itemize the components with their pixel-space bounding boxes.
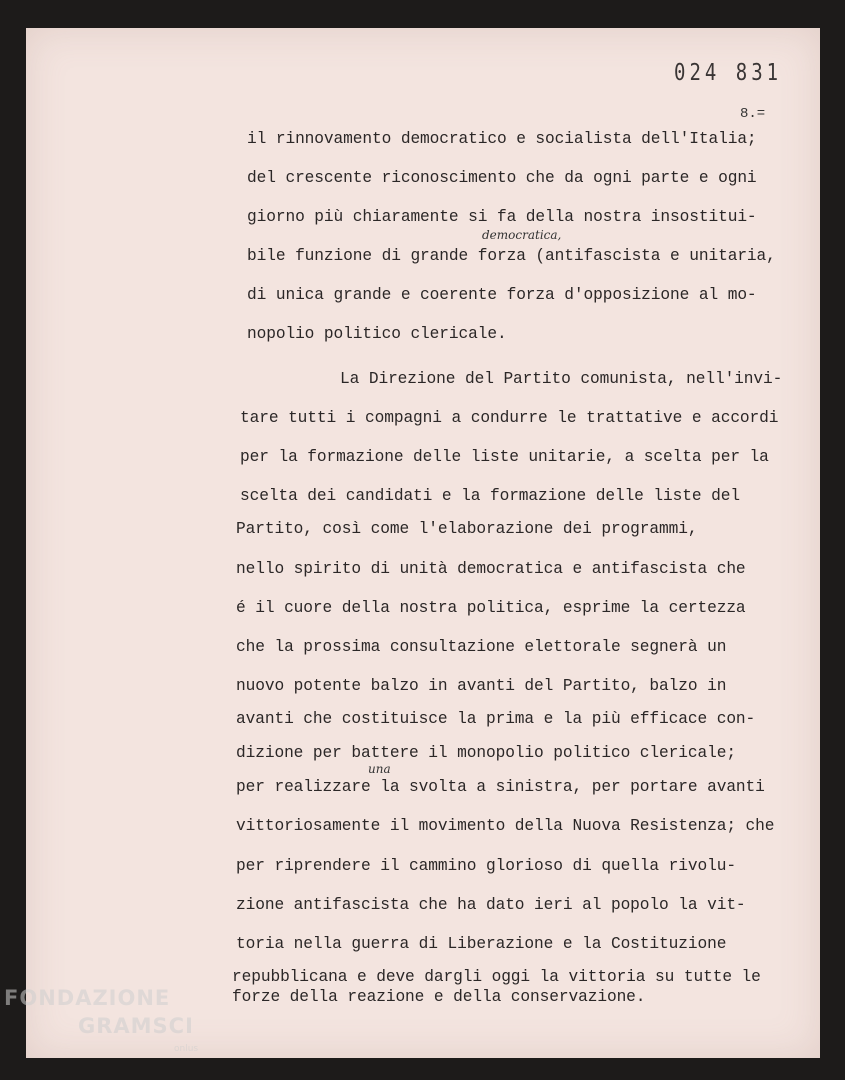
document-page — [26, 28, 820, 1058]
text-line: forze della reazione e della conservazione. — [232, 988, 646, 1006]
text-line: toria nella guerra di Liberazione e la Costituzione — [236, 935, 727, 953]
text-line: giorno più chiaramente si fa della nostra insostitui- — [247, 208, 757, 226]
text-line: scelta dei candidati e la formazione delle liste del — [240, 487, 740, 505]
text-line: per realizzare la svolta a sinistra, per portare avanti — [236, 778, 765, 796]
text-line: tare tutti i compagni a condurre le trattative e accordi — [240, 409, 779, 427]
text-line: bile funzione di grande forza (antifascista e unitaria, — [247, 247, 776, 265]
watermark-line1: FONDAZIONE — [4, 986, 171, 1010]
handwritten-insert-democratica: democratica, — [482, 228, 562, 242]
text-line: zione antifascista che ha dato ieri al popolo la vit- — [236, 896, 746, 914]
archive-number: 024 831 — [674, 59, 783, 87]
text-line: dizione per battere il monopolio politico clericale; — [236, 744, 736, 762]
text-line: nello spirito di unità democratica e antifascista che — [236, 560, 746, 578]
page-number: 8.= — [740, 106, 766, 122]
text-line: per la formazione delle liste unitarie, a scelta per la — [240, 448, 769, 466]
text-line: Partito, così come l'elaborazione dei programmi, — [236, 520, 698, 538]
text-line: repubblicana e deve dargli oggi la vittoria su tutte le — [232, 968, 761, 986]
text-line: nuovo potente balzo in avanti del Partito, balzo in — [236, 677, 727, 695]
text-line: di unica grande e coerente forza d'opposizione al mo- — [247, 286, 757, 304]
watermark-line3: onlus — [174, 1044, 199, 1054]
text-line: vittoriosamente il movimento della Nuova Resistenza; che — [236, 817, 775, 835]
text-line: il rinnovamento democratico e socialista dell'Italia; — [247, 130, 757, 148]
text-line: avanti che costituisce la prima e la più efficace con- — [236, 710, 756, 728]
text-line: nopolio politico clericale. — [247, 325, 507, 343]
text-line: é il cuore della nostra politica, esprime la certezza — [236, 599, 746, 617]
watermark-line2: GRAMSCI — [78, 1014, 194, 1038]
text-line: La Direzione del Partito comunista, nell'invi- — [340, 370, 783, 388]
fondazione-gramsci-watermark — [4, 986, 234, 1060]
text-line: che la prossima consultazione elettorale segnerà un — [236, 638, 727, 656]
text-line: per riprendere il cammino glorioso di quella rivolu- — [236, 857, 736, 875]
handwritten-insert-una: una — [368, 762, 391, 776]
text-line: del crescente riconoscimento che da ogni parte e ogni — [247, 169, 757, 187]
